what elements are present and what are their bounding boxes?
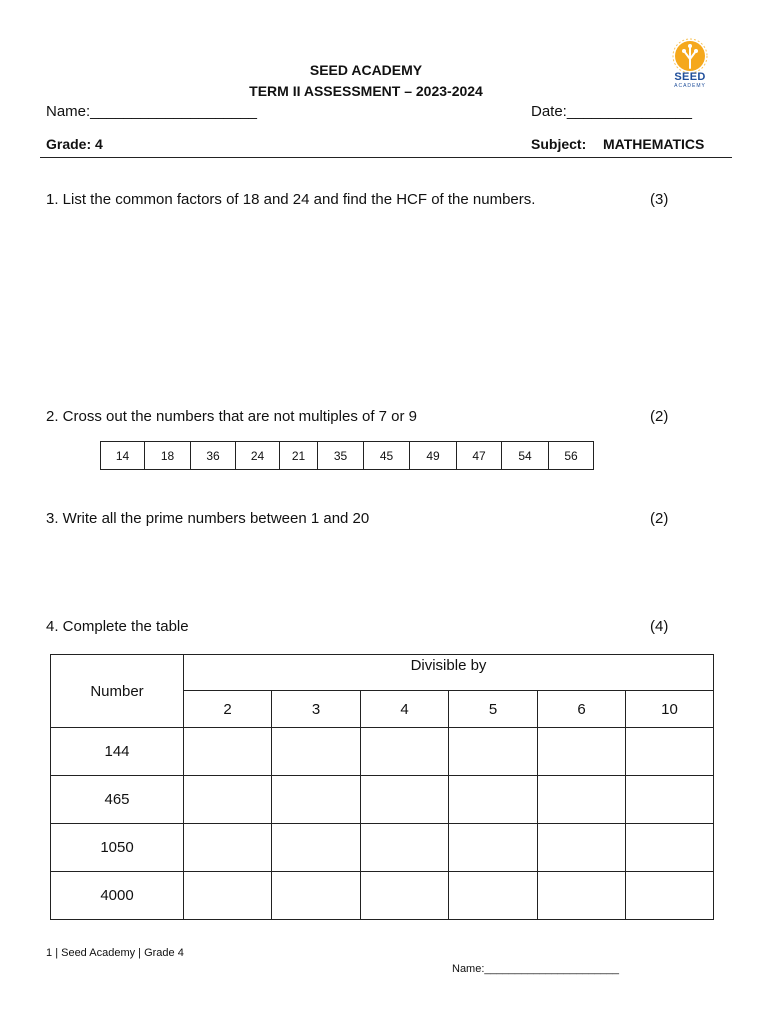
question-3-text: 3. Write all the prime numbers between 1 and 20 — [46, 510, 370, 527]
question-1-marks: (3) — [650, 191, 669, 208]
divisor-header: 4 — [361, 691, 449, 728]
table-row — [51, 824, 714, 872]
multiple-cell[interactable]: 21 — [280, 442, 318, 470]
answer-cell[interactable] — [626, 824, 714, 872]
question-4-marks: (4) — [650, 618, 669, 635]
divisor-header: 2 — [184, 691, 272, 728]
answer-cell[interactable] — [272, 872, 361, 920]
divisor-header: 6 — [538, 691, 626, 728]
question-4-text: 4. Complete the table — [46, 618, 189, 635]
multiple-cell[interactable]: 45 — [364, 442, 410, 470]
question-1-text: 1. List the common factors of 18 and 24 and find the HCF of the numbers. — [46, 191, 536, 208]
date-field[interactable]: Date:_______________ — [531, 103, 692, 120]
multiple-cell[interactable]: 18 — [145, 442, 191, 470]
footer-text: Seed Academy | Grade 4 — [61, 947, 184, 959]
divisor-header: 10 — [626, 691, 714, 728]
table-row — [51, 776, 714, 824]
logo-title: SEED — [674, 71, 706, 83]
grade-label: Grade: 4 — [46, 136, 103, 152]
answer-cell[interactable] — [184, 824, 272, 872]
answer-cell[interactable] — [361, 776, 449, 824]
answer-cell[interactable] — [449, 824, 538, 872]
multiple-cell[interactable]: 56 — [549, 442, 594, 470]
divisibility-table — [50, 654, 714, 920]
multiple-cell[interactable]: 24 — [236, 442, 280, 470]
number-column-header: Number — [51, 655, 184, 728]
answer-cell[interactable] — [184, 776, 272, 824]
answer-cell[interactable] — [184, 728, 272, 776]
footer-name-field[interactable]: Name:______________________ — [452, 963, 619, 975]
answer-cell[interactable] — [361, 728, 449, 776]
number-cell: 4000 — [51, 872, 184, 920]
divisible-by-header: Divisible by — [184, 655, 714, 691]
divisor-header: 5 — [449, 691, 538, 728]
number-cell: 1050 — [51, 824, 184, 872]
multiple-cell[interactable]: 54 — [502, 442, 549, 470]
number-cell: 144 — [51, 728, 184, 776]
answer-cell[interactable] — [449, 776, 538, 824]
number-cell: 465 — [51, 776, 184, 824]
answer-cell[interactable] — [449, 872, 538, 920]
answer-cell[interactable] — [626, 776, 714, 824]
answer-cell[interactable] — [538, 824, 626, 872]
table-row — [51, 728, 714, 776]
answer-cell[interactable] — [449, 728, 538, 776]
table-row — [51, 872, 714, 920]
answer-cell[interactable] — [538, 872, 626, 920]
divisor-header: 3 — [272, 691, 361, 728]
name-field[interactable]: Name:____________________ — [46, 103, 258, 120]
answer-cell[interactable] — [272, 824, 361, 872]
multiples-strip — [100, 441, 594, 470]
multiple-cell[interactable]: 47 — [457, 442, 502, 470]
footer-page-info — [46, 947, 184, 959]
answer-cell[interactable] — [626, 872, 714, 920]
answer-cell[interactable] — [538, 728, 626, 776]
multiple-cell[interactable]: 49 — [410, 442, 457, 470]
logo-subtitle: ACADEMY — [674, 83, 706, 89]
answer-cell[interactable] — [272, 728, 361, 776]
subject-label: Subject: — [531, 136, 587, 152]
question-3-marks: (2) — [650, 510, 669, 527]
question-2-text: 2. Cross out the numbers that are not multiples of 7 or 9 — [46, 408, 418, 425]
question-2-marks: (2) — [650, 408, 669, 425]
page-number: 1 — [46, 947, 53, 959]
multiple-cell[interactable]: 36 — [191, 442, 236, 470]
answer-cell[interactable] — [626, 728, 714, 776]
header-divider — [40, 157, 732, 158]
footer-separator: | — [55, 947, 59, 959]
exam-title: TERM II ASSESSMENT – 2023-2024 — [249, 83, 483, 99]
answer-cell[interactable] — [272, 776, 361, 824]
subject-value: MATHEMATICS — [603, 136, 705, 152]
multiple-cell[interactable]: 14 — [101, 442, 145, 470]
answer-cell[interactable] — [538, 776, 626, 824]
multiple-cell[interactable]: 35 — [318, 442, 364, 470]
school-title: SEED ACADEMY — [309, 62, 423, 78]
answer-cell[interactable] — [361, 872, 449, 920]
answer-cell[interactable] — [361, 824, 449, 872]
answer-cell[interactable] — [184, 872, 272, 920]
